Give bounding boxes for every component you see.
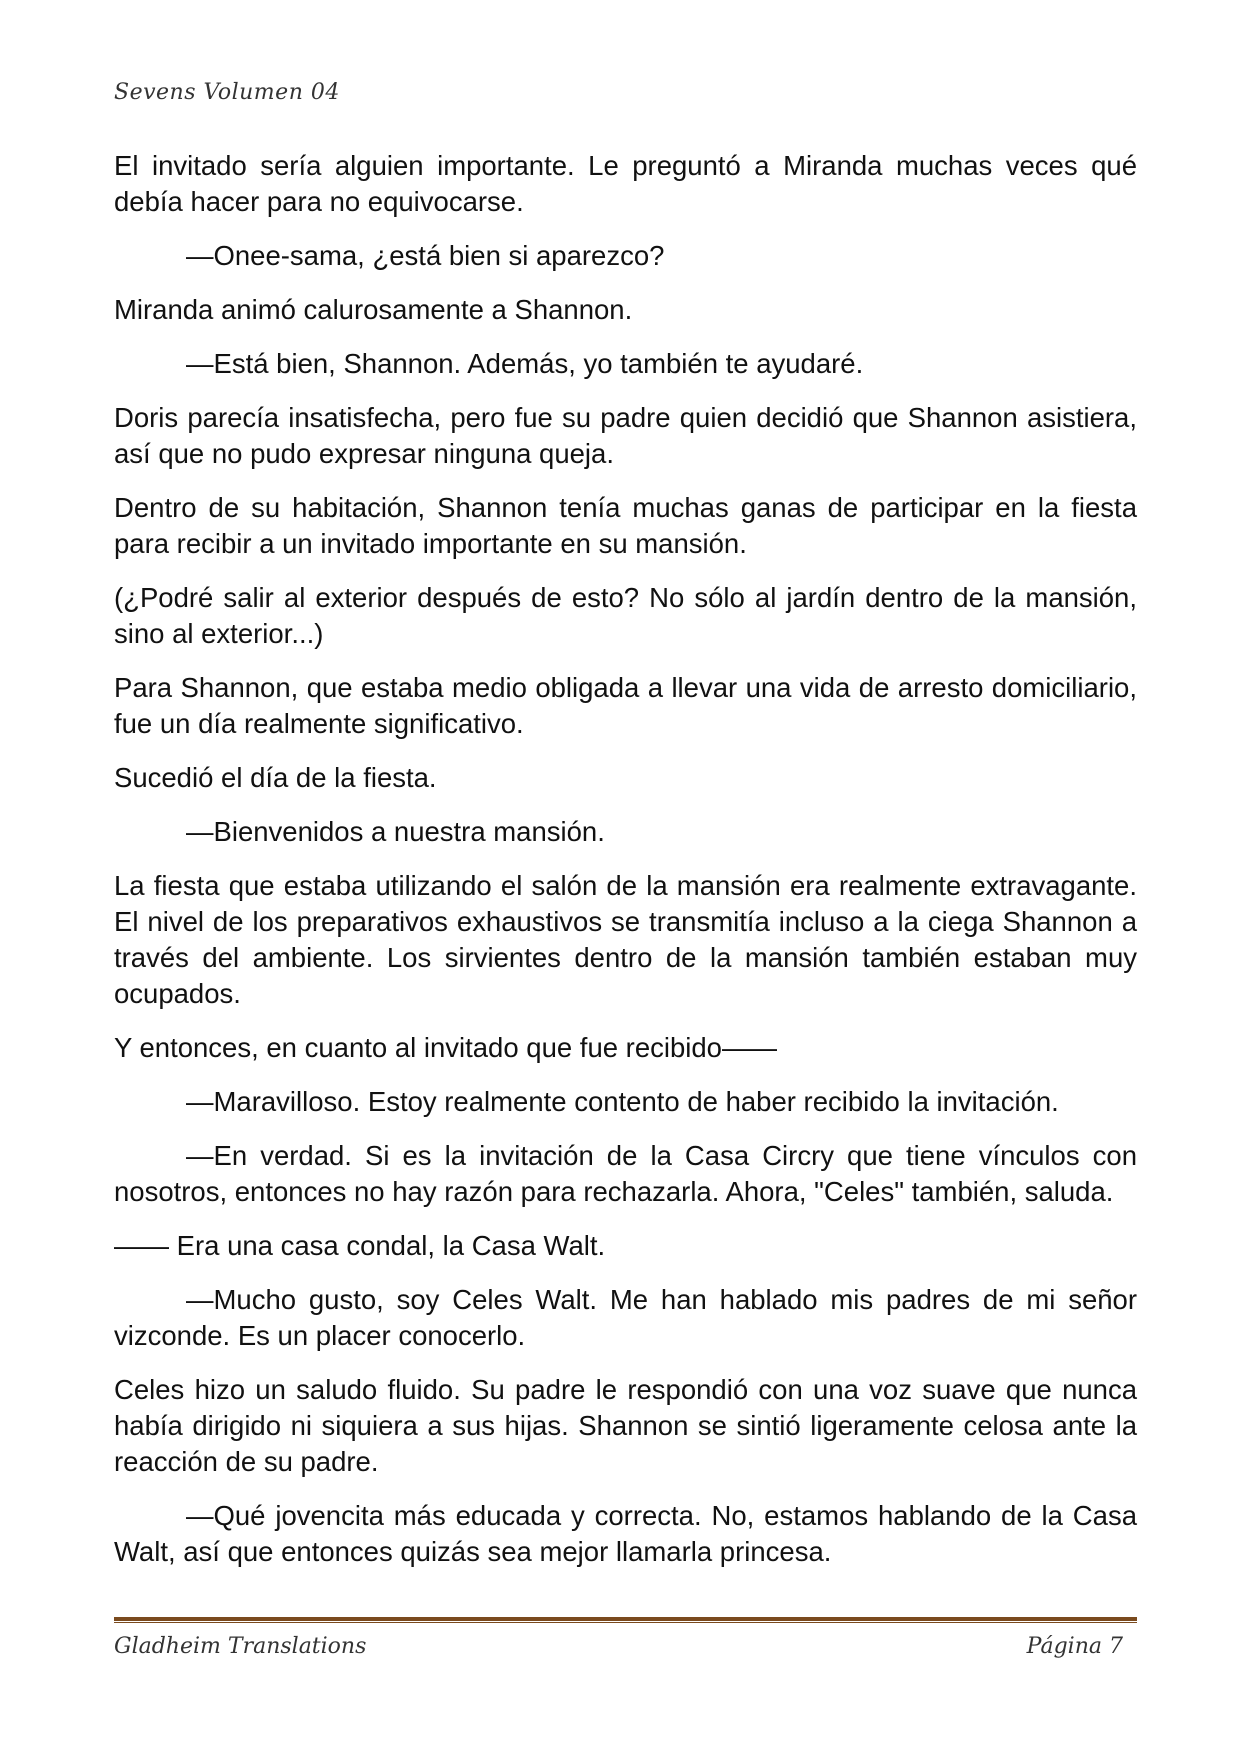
paragraph: Para Shannon, que estaba medio obligada a llevar una vida de arresto domiciliario, fue un día realmente significativo. — [114, 672, 1137, 739]
paragraph: (¿Podré salir al exterior después de esto? No sólo al jardín dentro de la mansión, sino al exterior...) — [114, 582, 1137, 649]
footer-rule — [114, 1617, 1137, 1623]
dialog-paragraph: —Mucho gusto, soy Celes Walt. Me han hablado mis padres de mi señor vizconde. Es un placer conocerlo. — [114, 1284, 1137, 1351]
page-body — [114, 148, 1137, 1588]
paragraph: Sucedió el día de la fiesta. — [114, 762, 437, 793]
paragraph: Doris parecía insatisfecha, pero fue su padre quien decidió que Shannon asistiera, así que no pudo expresar ninguna queja. — [114, 402, 1137, 469]
paragraph: Y entonces, en cuanto al invitado que fue recibido—— — [114, 1032, 777, 1063]
dialog-paragraph: —Maravilloso. Estoy realmente contento de haber recibido la invitación. — [186, 1086, 1059, 1117]
paragraph: Celes hizo un saludo fluido. Su padre le respondió con una voz suave que nunca había dirigido ni siquiera a sus hijas. Shannon se sintió ligeramente celosa ante la reacción de su padre. — [114, 1374, 1137, 1477]
paragraph: Dentro de su habitación, Shannon tenía muchas ganas de participar en la fiesta para recibir a un invitado importante en su mansión. — [114, 492, 1137, 559]
paragraph: —— Era una casa condal, la Casa Walt. — [114, 1230, 606, 1261]
paragraph: El invitado sería alguien importante. Le preguntó a Miranda muchas veces qué debía hacer para no equivocarse. — [114, 150, 1137, 217]
dialog-paragraph: —Qué jovencita más educada y correcta. No, estamos hablando de la Casa Walt, así que entonces quizás sea mejor llamarla princesa. — [114, 1500, 1137, 1567]
dialog-paragraph: —Onee-sama, ¿está bien si aparezco? — [186, 240, 665, 271]
paragraph: La fiesta que estaba utilizando el salón de la mansión era realmente extravagante. El nivel de los preparativos exhaustivos se transmitía incluso a la ciega Shannon a través del ambiente. Los sirvientes dentro de la mansión también estaban muy ocupados. — [114, 870, 1137, 1009]
dialog-paragraph: —En verdad. Si es la invitación de la Casa Circry que tiene vínculos con nosotros, entonces no hay razón para rechazarla. Ahora, "Celes" también, saluda. — [114, 1140, 1137, 1207]
dialog-paragraph: —Está bien, Shannon. Además, yo también te ayudaré. — [186, 348, 864, 379]
running-header: Sevens Volumen 04 — [114, 80, 340, 105]
dialog-paragraph: —Bienvenidos a nuestra mansión. — [186, 816, 605, 847]
paragraph: Miranda animó calurosamente a Shannon. — [114, 294, 633, 325]
page-number: Página 7 — [1026, 1634, 1123, 1659]
footer-credit: Gladheim Translations — [114, 1634, 367, 1659]
